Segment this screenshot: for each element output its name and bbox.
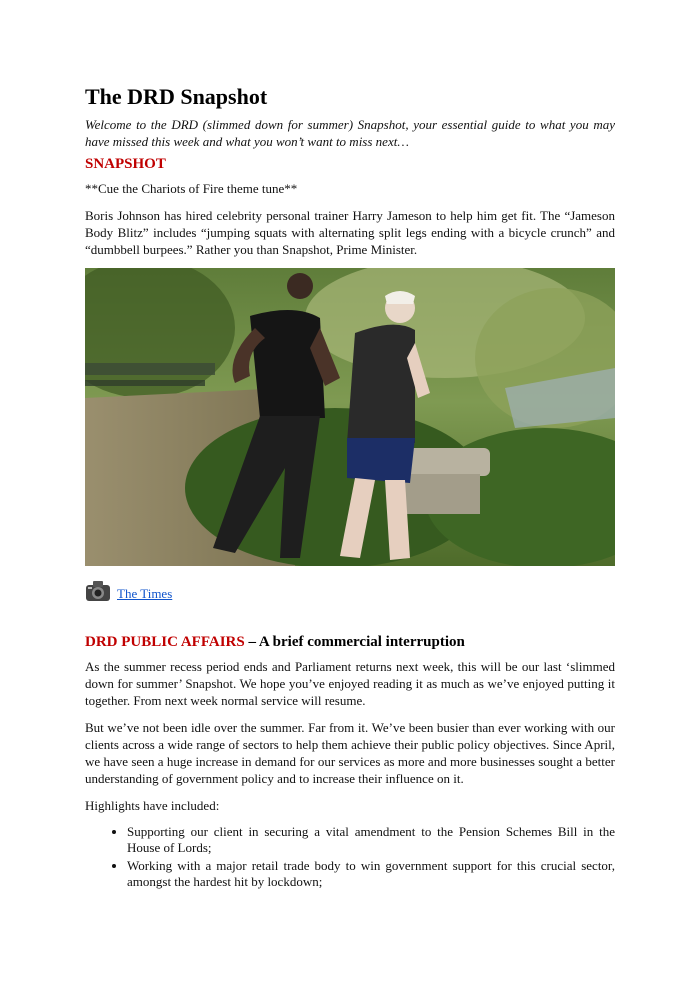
list-item: • Supporting our client in securing a vital amendment to the Pension Schemes Bill in the House of Lords;	[127, 824, 615, 856]
camera-icon	[85, 580, 111, 602]
news-photo	[85, 268, 615, 566]
document-page	[85, 84, 615, 892]
pa-paragraph-3: Highlights have included:	[85, 798, 220, 813]
pa-paragraph-1: As the summer recess period ends and Parliament returns next week, this will be our last ‘slimmed down for summer’ Snapshot. We hope you’ve enjoyed reading it as much as we’ve enjoyed putting it together. From next week normal service will resume.	[85, 659, 615, 708]
list-item: • Working with a major retail trade body to win government support for this crucial sector, amongst the hardest hit by lockdown;	[127, 858, 615, 890]
snapshot-body: Boris Johnson has hired celebrity personal trainer Harry Jameson to help him get fit. The “Jameson Body Blitz” includes “jumping squats with alternating split legs ending with a bicycle crunch” and “dumbbell burpees.” Rather you than Snapshot, Prime Minister.	[85, 208, 615, 257]
cue-text: **Cue the Chariots of Fire theme tune**	[85, 181, 298, 196]
jogging-photo	[85, 268, 615, 566]
public-affairs-heading-black: – A brief commercial interruption	[244, 634, 465, 650]
public-affairs-heading-red: DRD PUBLIC AFFAIRS	[85, 634, 245, 650]
credit-link[interactable]: The Times	[117, 586, 173, 601]
intro-text: Welcome to the DRD (slimmed down for summer) Snapshot, your essential guide to what you may have missed this week and what you won’t want to miss next…	[85, 117, 615, 149]
page-title: The DRD Snapshot	[85, 84, 268, 109]
public-affairs-heading	[85, 632, 615, 652]
highlights-list	[85, 824, 615, 890]
pa-paragraph-2: But we’ve not been idle over the summer. Far from it. We’ve been busier than ever working with our clients across a wide range of sectors to help them achieve their public policy objectives. Since April, we have seen a huge increase in demand for our services as more and more businesses sought a better understanding of government policy and to increase their influence on it.	[85, 720, 615, 786]
photo-credit	[85, 578, 615, 602]
snapshot-heading: SNAPSHOT	[85, 156, 166, 172]
